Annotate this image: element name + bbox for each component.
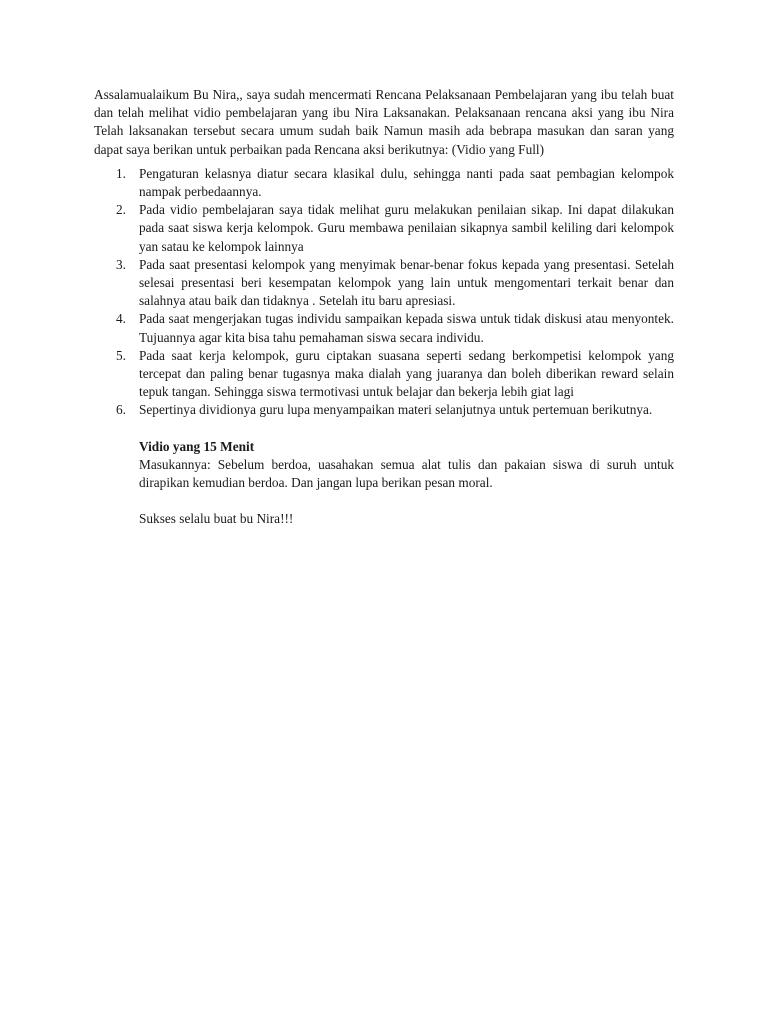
list-item-number: 5. xyxy=(116,347,126,363)
list-item-number: 2. xyxy=(116,202,126,218)
list-item-text: Pada saat kerja kelompok, guru ciptakan suasana seperti sedang berkompetisi kelompok yang tercepat dan paling benar tugasnya maka dialah yang juaranya dan boleh diberikan reward selain tepuk tangan. Sehingga siswa termotivasi untuk belajar dan bekerja lebih giat lagi xyxy=(139,347,674,400)
list-item-text: Pada saat mengerjakan tugas individu sampaikan kepada siswa untuk tidak diskusi atau menyontek. Tujuannya agar kita bisa tahu pemahaman siswa secara individu. xyxy=(139,311,674,345)
list-item xyxy=(94,201,674,256)
list-item xyxy=(94,256,674,311)
feedback-list xyxy=(94,165,674,420)
section-body: Masukannya: Sebelum berdoa, uasahakan semua alat tulis dan pakaian siswa di suruh untuk dirapikan kemudian berdoa. Dan jangan lupa berikan pesan moral. xyxy=(139,456,674,491)
video-15-section xyxy=(94,438,674,493)
closing-line: Sukses selalu buat bu Nira!!! xyxy=(139,511,294,527)
list-item-number: 3. xyxy=(116,256,126,272)
list-item xyxy=(94,347,674,402)
list-item-text: Pada saat presentasi kelompok yang menyimak benar-benar fokus kepada yang presentasi. Setelah selesai presentasi beri kesempatan kelompok yang lain untuk mengomentari terkait benar dan salahnya atau baik dan tidaknya . Setelah itu baru apresiasi. xyxy=(139,256,674,309)
list-item xyxy=(94,165,674,201)
list-item-number: 4. xyxy=(116,311,126,327)
list-item-text: Pada vidio pembelajaran saya tidak melihat guru melakukan penilaian sikap. Ini dapat dilakukan pada saat siswa kerja kelompok. Guru membawa penilaian sikapnya sambil keliling dari kelompok yan satau ke kelompok lainnya xyxy=(139,202,674,254)
list-item-number: 6. xyxy=(116,402,126,418)
list-item-text: Sepertinya dividionya guru lupa menyampaikan materi selanjutnya untuk pertemuan berikutnya. xyxy=(139,402,653,418)
list-item-text: Pengaturan kelasnya diatur secara klasikal dulu, sehingga nanti pada saat pembagian kelompok nampak perbedaannya. xyxy=(139,165,674,200)
list-item xyxy=(94,401,674,419)
intro-paragraph: Assalamualaikum Bu Nira,, saya sudah mencermati Rencana Pelaksanaan Pembelajaran yang ibu telah buat dan telah melihat vidio pembelajaran yang ibu Nira Laksanakan. Pelaksanaan rencana aksi yang ibu Nira Telah laksanakan tersebut secara umum sudah baik Namun masih ada bebrapa masukan dan saran yang dapat saya berikan untuk perbaikan pada Rencana aksi berikutnya: (Vidio yang Full) xyxy=(94,87,674,157)
document-page xyxy=(94,86,674,528)
list-item-number: 1. xyxy=(116,165,126,181)
list-item xyxy=(94,310,674,346)
section-heading: Vidio yang 15 Menit xyxy=(139,438,255,454)
